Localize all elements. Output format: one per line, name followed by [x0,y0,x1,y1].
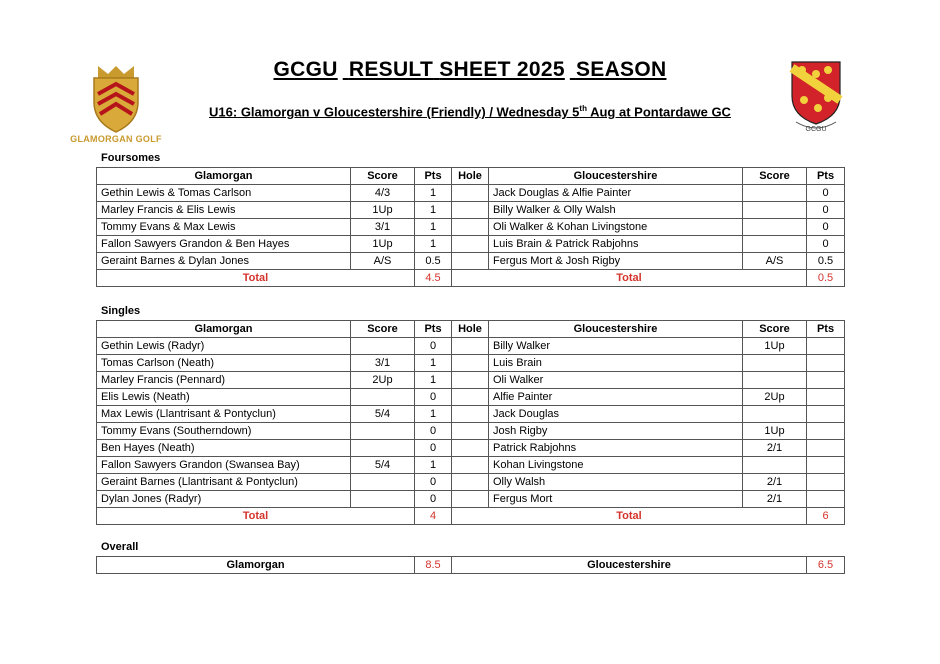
table-row [97,338,845,355]
cell-pts: 0 [415,338,452,355]
cell-away: Oli Walker [489,372,743,389]
col-home: Glamorgan [97,321,351,338]
cell-hole [452,406,489,423]
cell-home: Geraint Barnes & Dylan Jones [97,253,351,270]
cell-away-pts: 0.5 [807,253,845,270]
singles-total-label: Total [97,508,415,525]
cell-score [351,440,415,457]
gcgu-crest-text: GCGU [805,126,827,133]
foursomes-home-total: 4.5 [415,270,452,287]
col-home: Glamorgan [97,168,351,185]
singles-away-total: 6 [807,508,845,525]
singles-table [96,320,845,525]
cell-away: Jack Douglas [489,406,743,423]
cell-home: Fallon Sawyers Grandon & Ben Hayes [97,236,351,253]
cell-hole [452,236,489,253]
cell-home: Fallon Sawyers Grandon (Swansea Bay) [97,457,351,474]
cell-away-pts [807,440,845,457]
title-part-3: SHEET 2025 [439,58,565,81]
cell-away-score: 1Up [743,338,807,355]
cell-hole [452,202,489,219]
cell-away-pts [807,338,845,355]
cell-pts: 1 [415,185,452,202]
col-away-pts: Pts [807,168,845,185]
cell-pts: 0 [415,440,452,457]
cell-pts: 1 [415,202,452,219]
cell-pts: 1 [415,219,452,236]
glamorgan-golf-logo-text: GLAMORGAN GOLF [70,134,162,144]
col-score: Score [351,321,415,338]
cell-hole [452,355,489,372]
col-hole: Hole [452,168,489,185]
cell-home: Geraint Barnes (Llantrisant & Pontyclun) [97,474,351,491]
cell-score [351,338,415,355]
table-row [97,202,845,219]
table-row [97,423,845,440]
foursomes-total-row [97,270,845,287]
col-away-score: Score [743,168,807,185]
cell-hole [452,474,489,491]
cell-score: 1Up [351,236,415,253]
col-away-score: Score [743,321,807,338]
foursomes-header-row [97,168,845,185]
subtitle-post: Aug at Pontardawe GC [586,104,731,120]
cell-hole [452,491,489,508]
singles-header-row [97,321,845,338]
cell-away-pts [807,406,845,423]
cell-away: Olly Walsh [489,474,743,491]
cell-away-pts: 0 [807,202,845,219]
singles-total-label-away: Total [452,508,807,525]
cell-pts: 1 [415,457,452,474]
overall-home-name: Glamorgan [97,557,415,574]
singles-total-row [97,508,845,525]
cell-away-pts [807,491,845,508]
cell-home: Marley Francis (Pennard) [97,372,351,389]
table-row [97,491,845,508]
cell-hole [452,185,489,202]
cell-away: Luis Brain [489,355,743,372]
cell-away-score [743,202,807,219]
cell-away: Fergus Mort & Josh Rigby [489,253,743,270]
cell-pts: 1 [415,406,452,423]
cell-away-pts [807,457,845,474]
cell-away: Jack Douglas & Alfie Painter [489,185,743,202]
cell-away-pts: 0 [807,219,845,236]
cell-home: Elis Lewis (Neath) [97,389,351,406]
cell-away: Luis Brain & Patrick Rabjohns [489,236,743,253]
cell-away-score [743,219,807,236]
cell-score: 3/1 [351,219,415,236]
col-away: Gloucestershire [489,168,743,185]
table-row [97,355,845,372]
cell-away-score: 2/1 [743,474,807,491]
col-pts: Pts [415,321,452,338]
cell-away-score [743,457,807,474]
foursomes-away-total: 0.5 [807,270,845,287]
cell-away-pts: 0 [807,185,845,202]
cell-home: Max Lewis (Llantrisant & Pontyclun) [97,406,351,423]
foursomes-label: Foursomes [101,152,161,164]
overall-away-total: 6.5 [807,557,845,574]
cell-hole [452,372,489,389]
cell-away: Billy Walker & Olly Walsh [489,202,743,219]
cell-pts: 0 [415,389,452,406]
table-row [97,389,845,406]
title-part-2: RESULT [348,58,434,81]
cell-pts: 0.5 [415,253,452,270]
foursomes-total-label-away: Total [452,270,807,287]
cell-away-score [743,236,807,253]
cell-away-score [743,355,807,372]
cell-score: A/S [351,253,415,270]
table-row [97,474,845,491]
col-away-pts: Pts [807,321,845,338]
cell-home: Gethin Lewis & Tomas Carlson [97,185,351,202]
cell-away: Patrick Rabjohns [489,440,743,457]
cell-hole [452,440,489,457]
cell-away-pts: 0 [807,236,845,253]
cell-home: Marley Francis & Elis Lewis [97,202,351,219]
subtitle-pre: U16: Glamorgan v Gloucestershire (Friendly) / Wednesday 5 [209,104,580,120]
cell-away-pts [807,355,845,372]
cell-home: Tommy Evans & Max Lewis [97,219,351,236]
cell-hole [452,338,489,355]
cell-away-score: 2/1 [743,440,807,457]
cell-away: Fergus Mort [489,491,743,508]
cell-away-score: 2/1 [743,491,807,508]
cell-pts: 1 [415,236,452,253]
cell-away-pts [807,423,845,440]
table-row [97,236,845,253]
table-row [97,406,845,423]
cell-away-score [743,185,807,202]
foursomes-table [96,167,845,287]
cell-away-score: A/S [743,253,807,270]
cell-score: 5/4 [351,406,415,423]
cell-score: 4/3 [351,185,415,202]
cell-score [351,474,415,491]
cell-home: Tommy Evans (Southerndown) [97,423,351,440]
overall-home-total: 8.5 [415,557,452,574]
singles-home-total: 4 [415,508,452,525]
cell-away: Josh Rigby [489,423,743,440]
cell-away: Kohan Livingstone [489,457,743,474]
match-subtitle [0,104,940,119]
cell-away-score [743,406,807,423]
cell-pts: 0 [415,423,452,440]
foursomes-total-label: Total [97,270,415,287]
cell-away-pts [807,389,845,406]
cell-home: Ben Hayes (Neath) [97,440,351,457]
cell-away: Billy Walker [489,338,743,355]
cell-away-score: 2Up [743,389,807,406]
cell-hole [452,219,489,236]
cell-score: 1Up [351,202,415,219]
cell-away: Oli Walker & Kohan Livingstone [489,219,743,236]
subtitle-sup: th [579,104,587,113]
table-row [97,219,845,236]
title-part-1: GCGU [273,58,338,81]
cell-home: Dylan Jones (Radyr) [97,491,351,508]
cell-away-score [743,372,807,389]
cell-pts: 1 [415,372,452,389]
page-title [0,58,940,82]
overall-row [97,557,845,574]
cell-hole [452,457,489,474]
overall-table [96,556,845,574]
table-row [97,372,845,389]
cell-hole [452,253,489,270]
cell-hole [452,423,489,440]
cell-hole [452,389,489,406]
cell-home: Tomas Carlson (Neath) [97,355,351,372]
table-row [97,440,845,457]
cell-score [351,491,415,508]
cell-score: 2Up [351,372,415,389]
table-row [97,185,845,202]
cell-home: Gethin Lewis (Radyr) [97,338,351,355]
cell-pts: 0 [415,491,452,508]
overall-away-name: Gloucestershire [452,557,807,574]
cell-pts: 0 [415,474,452,491]
table-row [97,457,845,474]
cell-away: Alfie Painter [489,389,743,406]
cell-score [351,423,415,440]
cell-score: 3/1 [351,355,415,372]
overall-label: Overall [101,541,139,553]
cell-score [351,389,415,406]
singles-label: Singles [101,305,141,317]
col-hole: Hole [452,321,489,338]
title-part-4: SEASON [575,58,667,81]
col-score: Score [351,168,415,185]
cell-score: 5/4 [351,457,415,474]
col-pts: Pts [415,168,452,185]
table-row [97,253,845,270]
cell-pts: 1 [415,355,452,372]
cell-away-pts [807,474,845,491]
cell-away-score: 1Up [743,423,807,440]
cell-away-pts [807,372,845,389]
col-away: Gloucestershire [489,321,743,338]
